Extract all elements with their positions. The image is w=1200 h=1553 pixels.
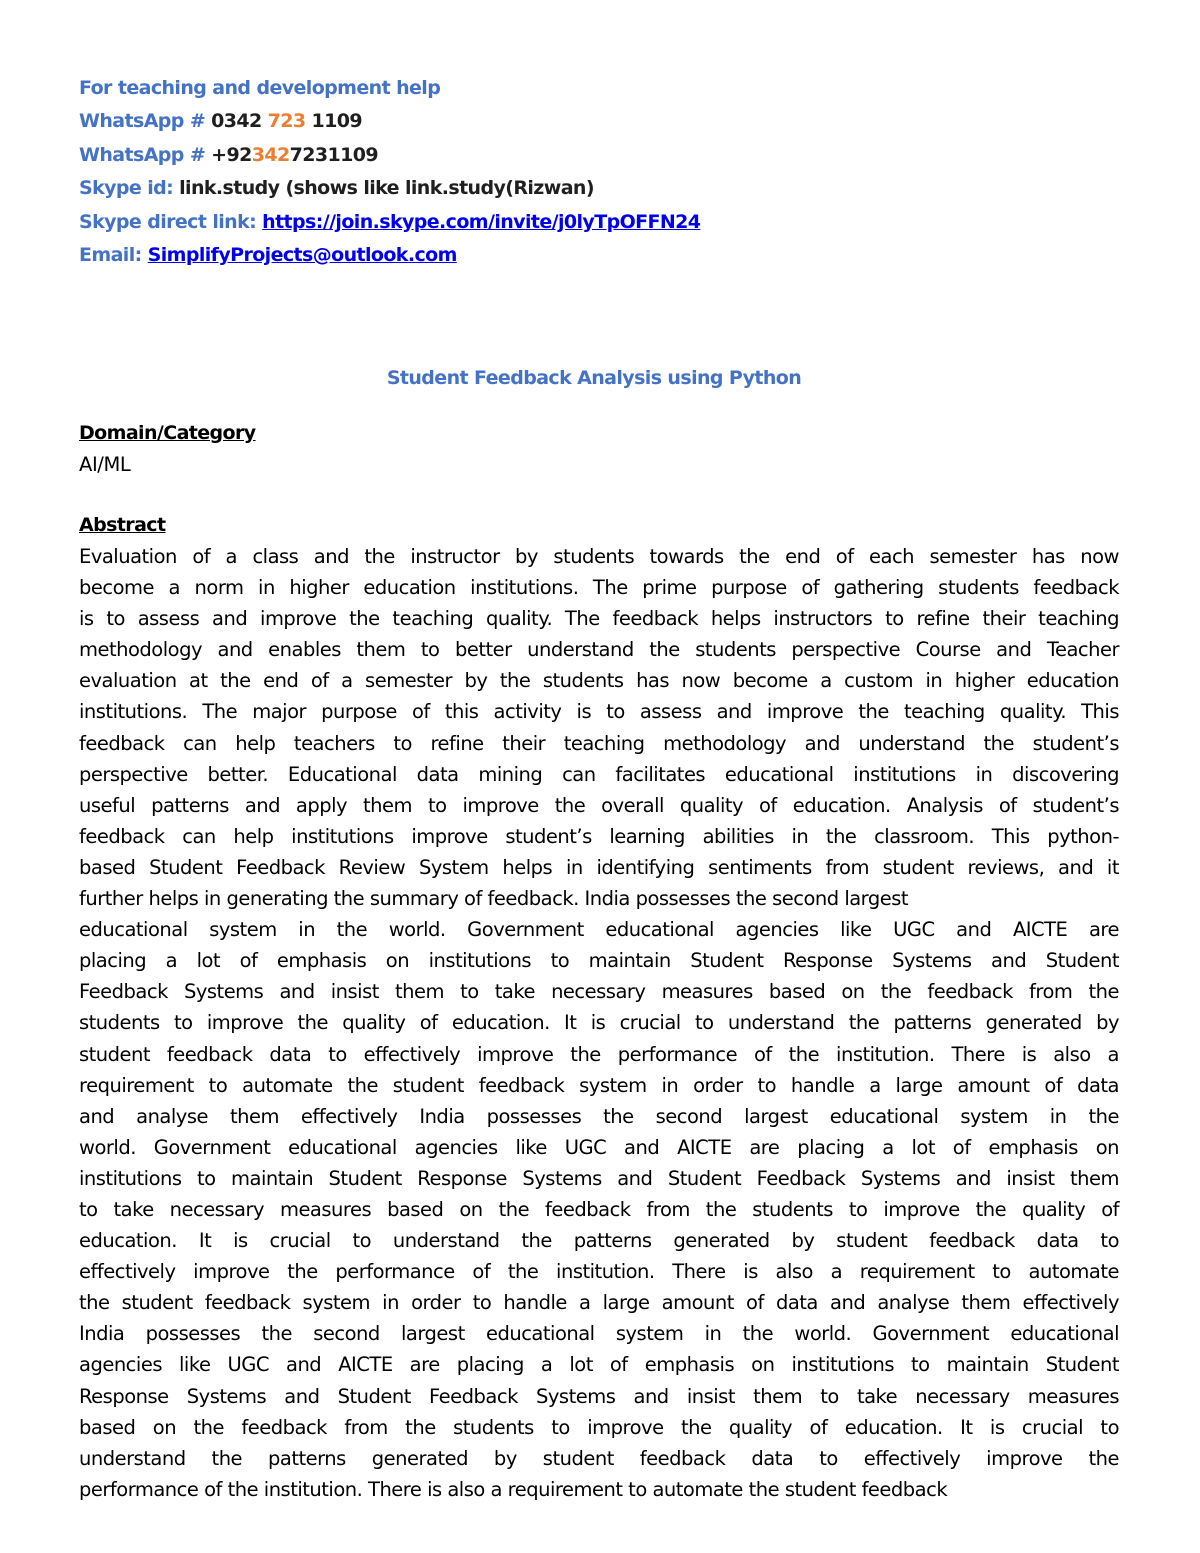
abstract-line: become a norm in higher education institutions. The prime purpose of gathering students feedback bbox=[79, 576, 1119, 600]
abstract-line: requirement to automate the student feedback system in order to handle a large amount of data bbox=[79, 1073, 1119, 1097]
domain-heading: Domain/Category bbox=[79, 422, 256, 444]
skype-id-line bbox=[79, 172, 1119, 205]
abstract-line: perspective better. Educational data mining can facilitates educational institutions in discovering bbox=[79, 762, 1119, 786]
abstract-line: world. Government educational agencies like UGC and AICTE are placing a lot of emphasis on bbox=[79, 1135, 1119, 1159]
whatsapp-label: WhatsApp # bbox=[79, 143, 212, 166]
contact-block bbox=[79, 72, 1119, 272]
abstract-line: Response Systems and Student Feedback Systems and insist them to take necessary measures bbox=[79, 1384, 1119, 1408]
abstract-line: effectively improve the performance of the institution. There is also a requirement to automate bbox=[79, 1260, 1119, 1284]
abstract-line: India possesses the second largest educational system in the world. Government educational bbox=[79, 1322, 1119, 1346]
abstract-line: student feedback data to effectively improve the performance of the institution. There is also a bbox=[79, 1042, 1119, 1066]
abstract-line: feedback can help teachers to refine their teaching methodology and understand the student’s bbox=[79, 731, 1119, 755]
skype-id-value: link.study (shows like link.study(Rizwan) bbox=[179, 177, 594, 200]
abstract-line: based on the feedback from the students to improve the quality of education. It is crucial to bbox=[79, 1415, 1119, 1439]
abstract-line: evaluation at the end of a semester by the students has now become a custom in higher education bbox=[79, 669, 1119, 693]
email-line bbox=[79, 239, 1119, 272]
whatsapp-number-highlight: 342 bbox=[251, 143, 290, 166]
abstract-line: is to assess and improve the teaching quality. The feedback helps instructors to refine their teaching bbox=[79, 607, 1119, 631]
abstract-line: based Student Feedback Review System helps in identifying sentiments from student reviews, and it bbox=[79, 855, 1119, 879]
whatsapp-number-part: 7231109 bbox=[289, 143, 378, 166]
abstract-heading: Abstract bbox=[79, 514, 166, 536]
abstract-line: institutions to maintain Student Response Systems and Student Feedback Systems and insist them bbox=[79, 1166, 1119, 1190]
whatsapp-line-1 bbox=[79, 105, 1119, 138]
document-title: Student Feedback Analysis using Python bbox=[386, 367, 802, 389]
abstract-line: further helps in generating the summary of feedback. India possesses the second largest bbox=[79, 887, 909, 911]
whatsapp-number-highlight: 723 bbox=[267, 110, 306, 133]
abstract-line: Feedback Systems and insist them to take necessary measures based on the feedback from the bbox=[79, 980, 1119, 1004]
abstract-line: understand the patterns generated by student feedback data to effectively improve the bbox=[79, 1446, 1119, 1470]
abstract-line: Evaluation of a class and the instructor by students towards the end of each semester has now bbox=[79, 545, 1119, 568]
whatsapp-line-2 bbox=[79, 139, 1119, 172]
skype-link-label: Skype direct link: bbox=[79, 210, 263, 233]
abstract-line: methodology and enables them to better understand the students perspective Course and Teacher bbox=[79, 638, 1119, 662]
skype-invite-link[interactable]: https://join.skype.com/invite/j0lyTpOFFN24 bbox=[262, 210, 701, 233]
whatsapp-number-part: 1109 bbox=[305, 110, 363, 133]
document-page bbox=[79, 72, 1119, 1501]
whatsapp-number-part: 0342 bbox=[211, 110, 268, 133]
abstract-line: the student feedback system in order to handle a large amount of data and analyse them effectively bbox=[79, 1291, 1119, 1315]
whatsapp-number-part: +92 bbox=[211, 143, 252, 166]
abstract-line: to take necessary measures based on the feedback from the students to improve the quality of bbox=[79, 1197, 1119, 1221]
domain-value: AI/ML bbox=[79, 453, 131, 476]
abstract-line: placing a lot of emphasis on institutions to maintain Student Response Systems and Student bbox=[79, 949, 1119, 973]
abstract-line: feedback can help institutions improve student’s learning abilities in the classroom. This python- bbox=[79, 824, 1119, 848]
abstract-line: students to improve the quality of education. It is crucial to understand the patterns generated by bbox=[79, 1011, 1119, 1035]
abstract-line: and analyse them effectively India possesses the second largest educational system in the bbox=[79, 1104, 1119, 1128]
abstract-line: useful patterns and apply them to improve the overall quality of education. Analysis of student’s bbox=[79, 793, 1119, 817]
contact-heading-text: For teaching and development help bbox=[79, 77, 441, 99]
contact-heading bbox=[79, 72, 1119, 105]
email-link[interactable]: SimplifyProjects@outlook.com bbox=[147, 244, 457, 267]
abstract-line: educational system in the world. Government educational agencies like UGC and AICTE are bbox=[79, 918, 1119, 942]
abstract-body bbox=[79, 541, 1119, 1505]
abstract-line: agencies like UGC and AICTE are placing a lot of emphasis on institutions to maintain Student bbox=[79, 1353, 1119, 1377]
abstract-line: education. It is crucial to understand the patterns generated by student feedback data to bbox=[79, 1229, 1119, 1253]
whatsapp-label: WhatsApp # bbox=[79, 110, 212, 133]
abstract-line: institutions. The major purpose of this activity is to assess and improve the teaching quality. This bbox=[79, 700, 1119, 724]
skype-link-line bbox=[79, 206, 1119, 239]
abstract-line: performance of the institution. There is also a requirement to automate the student feedback bbox=[79, 1477, 948, 1501]
email-label: Email: bbox=[79, 244, 148, 267]
skype-id-label: Skype id: bbox=[79, 177, 180, 200]
